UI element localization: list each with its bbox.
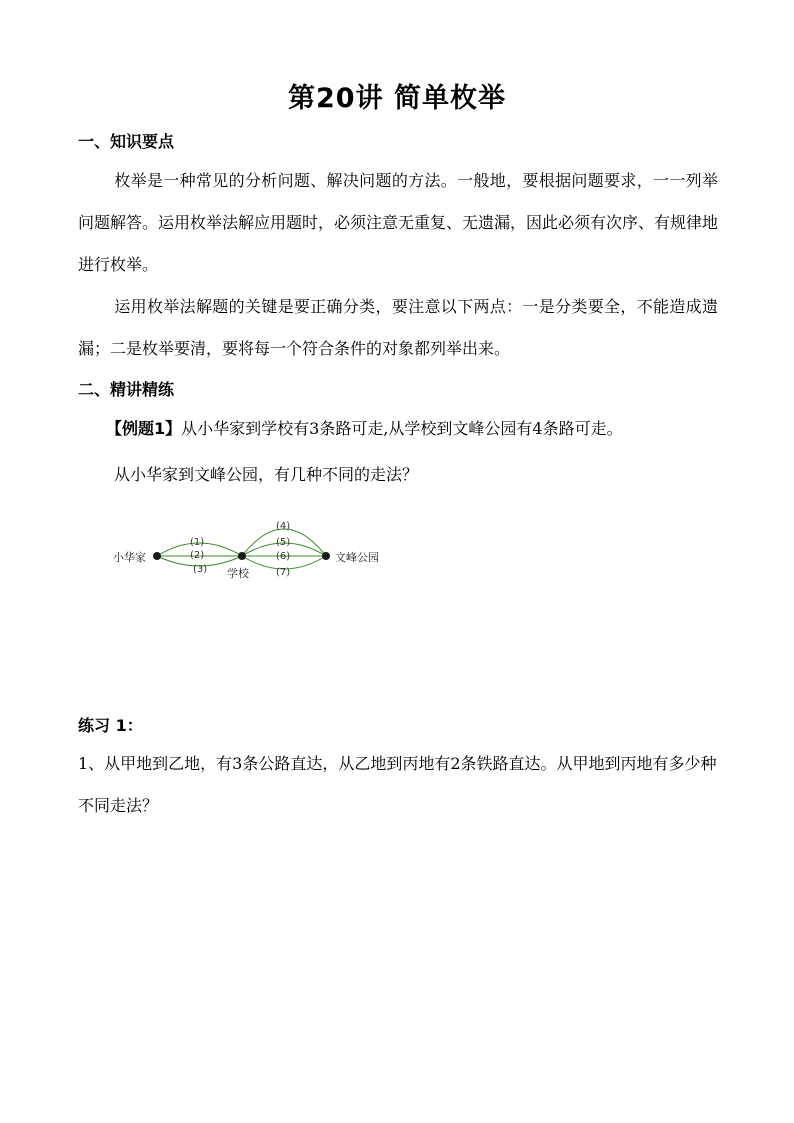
- route-diagram: [100, 510, 400, 590]
- route-label-1: (1): [190, 537, 205, 548]
- paragraph-text: 运用枚举法解题的关键是要正确分类，要注意以下两点：一是分类要全，不能造成遗漏；二是枚举要清，要将每一个符合条件的对象都列举出来。: [78, 297, 718, 358]
- example-1: [106, 408, 746, 450]
- practice-problem-1: 1、从甲地到乙地，有3条公路直达，从乙地到丙地有2条铁路直达。从甲地到丙地有多少种不同走法？: [78, 754, 717, 815]
- node-home-label: 小华家: [113, 551, 146, 564]
- example-label: 【例题1】: [106, 419, 182, 438]
- node-school-dot: [238, 552, 246, 560]
- node-park-label: 文峰公园: [335, 551, 379, 564]
- section-heading-knowledge: 一、知识要点: [78, 132, 175, 151]
- route-label-2: (2): [190, 550, 205, 561]
- route-label-4: (4): [276, 521, 291, 532]
- section-heading-practice-explained: 二、精讲精练: [78, 380, 175, 399]
- node-park-dot: [322, 552, 330, 560]
- practice-heading: 练习 1：: [78, 716, 143, 735]
- node-school-label: 学校: [227, 567, 249, 580]
- route-label-5: (5): [276, 537, 291, 548]
- paragraph-text: 枚举是一种常见的分析问题、解决问题的方法。一般地，要根据问题要求，一一列举问题解答。运用枚举法解应用题时，必须注意无重复、无遗漏，因此必须有次序、有规律地进行枚举。: [78, 171, 719, 274]
- page-title: 第20讲 简单枚举: [288, 83, 506, 114]
- example-question: 从小华家到文峰公园，有几种不同的走法？: [114, 465, 419, 484]
- example-text: 从小华家到学校有3条路可走,从学校到文峰公园有4条路可走。: [181, 419, 623, 438]
- route-label-7: (7): [276, 567, 291, 578]
- paragraph-enumeration-key: [78, 286, 718, 370]
- route-label-3: (3): [193, 564, 208, 575]
- paragraph-enumeration-intro: [78, 160, 718, 286]
- route-label-6: (6): [276, 551, 291, 562]
- node-home-dot: [153, 552, 161, 560]
